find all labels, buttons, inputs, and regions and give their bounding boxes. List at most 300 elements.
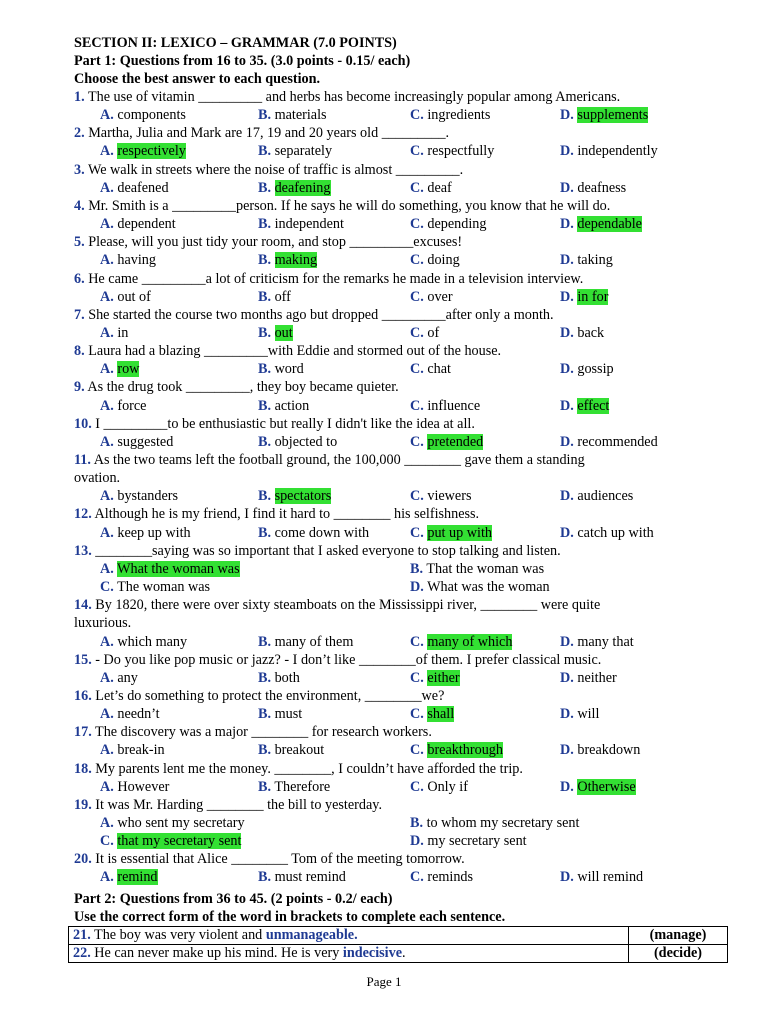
option-letter: D.: [560, 524, 574, 541]
option-d[interactable]: [560, 324, 604, 342]
option-text: audiences: [577, 488, 634, 505]
option-text-correct: Otherwise: [577, 778, 636, 795]
option-c[interactable]: [410, 179, 452, 197]
option-d[interactable]: [560, 215, 642, 233]
sentence-tail: .: [402, 945, 406, 961]
part2-title: Part 2: Questions from 36 to 45. (2 points - 0.2/ each): [74, 891, 393, 907]
option-text: force: [117, 397, 147, 414]
option-letter: A.: [100, 706, 114, 723]
option-c[interactable]: [410, 705, 454, 723]
question-number: 12.: [74, 506, 92, 523]
option-text-correct: shall: [427, 706, 455, 723]
option-text: taking: [577, 252, 613, 269]
option-c[interactable]: [410, 251, 460, 269]
option-a[interactable]: [100, 868, 158, 886]
question-text: By 1820, there were over sixty steamboats on the Mississippi river, ________ were quite: [95, 597, 601, 614]
option-text: influence: [427, 397, 481, 414]
option-text: doing: [427, 252, 460, 269]
question-stem: [74, 723, 432, 741]
question-text: It was Mr. Harding ________ the bill to yesterday.: [95, 796, 383, 813]
option-letter: C.: [410, 179, 424, 196]
option-text: chat: [427, 361, 451, 378]
option-text: any: [117, 669, 138, 686]
option-letter: D.: [560, 778, 574, 795]
question-number: 8.: [74, 343, 85, 360]
option-text: will remind: [577, 869, 644, 886]
option-b[interactable]: [258, 288, 291, 306]
question-stem: [74, 124, 449, 142]
option-text: independent: [274, 216, 344, 233]
option-d[interactable]: [560, 669, 617, 687]
question-stem: [74, 796, 382, 814]
option-d[interactable]: [560, 288, 608, 306]
option-a[interactable]: [100, 433, 173, 451]
option-letter: C.: [410, 633, 424, 650]
option-letter: B.: [258, 869, 272, 886]
option-letter: A.: [100, 397, 114, 414]
option-b[interactable]: [258, 524, 369, 542]
option-text: recommended: [577, 433, 658, 450]
option-d[interactable]: [410, 832, 527, 850]
option-letter: D.: [560, 633, 574, 650]
option-letter: B.: [258, 107, 272, 124]
option-c[interactable]: [410, 433, 483, 451]
option-c[interactable]: [410, 142, 494, 160]
option-text-correct: supplements: [577, 107, 649, 124]
option-letter: C.: [410, 433, 424, 450]
sentence-text: He can never make up his mind. He is very: [94, 945, 343, 961]
option-text-correct: row: [117, 361, 140, 378]
option-letter: C.: [410, 778, 424, 795]
option-c[interactable]: [410, 741, 503, 759]
answer-word: unmanageable.: [265, 927, 358, 943]
option-letter: D.: [560, 143, 574, 160]
option-text: come down with: [274, 524, 370, 541]
option-letter: A.: [100, 216, 114, 233]
option-text: deaf: [427, 179, 452, 196]
option-text: action: [274, 397, 310, 414]
option-b[interactable]: [258, 487, 331, 505]
option-d[interactable]: [560, 251, 613, 269]
question-text: He came _________a lot of criticism for the remarks he made in a television interview.: [88, 270, 584, 287]
question-number: 10.: [74, 415, 92, 432]
option-text: to whom my secretary sent: [426, 815, 580, 831]
option-letter: B.: [258, 143, 272, 160]
option-a[interactable]: [100, 251, 156, 269]
option-letter: C.: [410, 706, 424, 723]
option-d[interactable]: [560, 633, 634, 651]
option-letter: D.: [560, 742, 574, 759]
option-letter: D.: [560, 288, 574, 305]
question-number: 6.: [74, 270, 85, 287]
option-letter: A.: [100, 361, 114, 378]
option-text: off: [274, 288, 291, 305]
option-letter: A.: [100, 433, 114, 450]
question-number: 18.: [74, 760, 92, 777]
option-d[interactable]: [560, 397, 609, 415]
question-number: 21.: [73, 927, 91, 943]
option-letter: D.: [560, 397, 574, 414]
option-letter: A.: [100, 560, 114, 577]
option-d[interactable]: [560, 487, 633, 505]
option-a[interactable]: [100, 324, 128, 342]
option-text: materials: [274, 107, 327, 124]
option-a[interactable]: [100, 560, 240, 578]
option-letter: B.: [258, 488, 272, 505]
option-letter: A.: [100, 324, 114, 341]
option-text-correct: either: [427, 669, 460, 686]
question-text: - Do you like pop music or jazz? - I don’t like ________of them. I prefer classical music.: [95, 651, 602, 668]
option-c[interactable]: [410, 288, 453, 306]
word-form-sentence: [69, 945, 629, 963]
question-stem: [74, 542, 561, 560]
option-letter: A.: [100, 143, 114, 160]
option-text: both: [274, 669, 300, 686]
option-d[interactable]: [560, 705, 599, 723]
option-letter: B.: [258, 324, 272, 341]
option-letter: A.: [100, 524, 114, 541]
question-stem: [74, 596, 600, 614]
question-text: Let’s do something to protect the environment, ________we?: [95, 687, 445, 704]
option-b[interactable]: [258, 705, 302, 723]
option-letter: D.: [560, 488, 574, 505]
option-d[interactable]: [560, 360, 614, 378]
option-a[interactable]: [100, 360, 139, 378]
option-c[interactable]: [410, 397, 480, 415]
option-b[interactable]: [410, 814, 579, 832]
option-b[interactable]: [258, 433, 337, 451]
question-number: 1.: [74, 89, 85, 105]
option-text: reminds: [427, 869, 474, 886]
option-b[interactable]: [258, 633, 353, 651]
option-b[interactable]: [258, 142, 332, 160]
option-text: which many: [117, 633, 188, 650]
question-text: Although he is my friend, I find it hard to ________ his selfishness.: [94, 506, 480, 523]
option-d[interactable]: [560, 106, 648, 124]
option-text: out of: [117, 288, 151, 305]
page-footer: Page 1: [366, 974, 402, 989]
option-text: depending: [427, 216, 487, 233]
option-d[interactable]: [560, 741, 640, 759]
option-b[interactable]: [258, 215, 344, 233]
question-text: As the drug took _________, they boy became quieter.: [87, 379, 399, 396]
option-letter: A.: [100, 488, 114, 505]
option-text: viewers: [427, 488, 472, 505]
option-text: needn’t: [117, 706, 160, 723]
option-letter: D.: [560, 179, 574, 196]
root-word: (decide): [629, 945, 728, 963]
root-word: (manage): [629, 927, 728, 945]
option-b[interactable]: [258, 397, 309, 415]
option-b[interactable]: [258, 868, 346, 886]
question-number: 15.: [74, 651, 92, 668]
option-text: back: [577, 324, 605, 341]
question-number: 22.: [73, 945, 91, 961]
question-text: Martha, Julia and Mark are 17, 19 and 20 years old _________.: [88, 125, 450, 142]
option-letter: D.: [410, 833, 424, 850]
option-letter: C.: [410, 669, 424, 686]
option-letter: B.: [258, 397, 272, 414]
option-a[interactable]: [100, 288, 151, 306]
option-letter: D.: [560, 216, 574, 233]
option-d[interactable]: [560, 524, 654, 542]
option-letter: B.: [258, 288, 272, 305]
option-d[interactable]: [410, 578, 550, 596]
part1-title: Part 1: Questions from 16 to 35. (3.0 points - 0.15/ each): [74, 53, 411, 69]
question-text: As the two teams left the football ground, the 100,000 ________ gave them a standing: [93, 452, 585, 468]
question-text: I _________to be enthusiastic but really I didn't like the idea at all.: [95, 415, 475, 432]
option-letter: C.: [410, 397, 424, 414]
option-text: However: [117, 778, 170, 795]
option-a[interactable]: [100, 397, 146, 415]
question-stem: [74, 88, 620, 106]
option-letter: A.: [100, 778, 114, 795]
question-text: It is essential that Alice ________ Tom of the meeting tomorrow.: [95, 851, 465, 868]
option-a[interactable]: [100, 741, 165, 759]
option-text: of: [427, 324, 440, 341]
option-a[interactable]: [100, 669, 138, 687]
question-stem: [74, 378, 399, 396]
option-text-correct: What the woman was: [117, 560, 240, 577]
option-letter: B.: [258, 433, 272, 450]
option-text: Only if: [427, 778, 468, 795]
option-letter: C.: [410, 216, 424, 233]
option-text: dependent: [117, 216, 176, 233]
question-stem-continued: [74, 469, 120, 487]
question-stem: [74, 233, 462, 251]
option-text: my secretary sent: [427, 833, 527, 850]
option-letter: D.: [560, 252, 574, 269]
question-stem: [74, 850, 465, 868]
option-d[interactable]: [560, 778, 636, 796]
question-stem: [74, 687, 444, 705]
option-letter: B.: [258, 742, 272, 759]
option-d[interactable]: [560, 868, 643, 886]
option-text-correct: deafening: [274, 179, 331, 196]
option-b[interactable]: [410, 560, 544, 578]
option-text: word: [274, 361, 304, 378]
option-text-correct: making: [274, 252, 318, 269]
option-d[interactable]: [560, 179, 626, 197]
question-stem: [74, 651, 601, 669]
word-form-sentence: [69, 927, 629, 945]
option-a[interactable]: [100, 487, 178, 505]
option-text: deafened: [117, 179, 169, 196]
option-b[interactable]: [258, 179, 331, 197]
option-letter: A.: [100, 742, 114, 759]
option-c[interactable]: [410, 324, 439, 342]
question-number: 9.: [74, 379, 85, 396]
question-stem: [74, 451, 585, 469]
option-c[interactable]: [100, 832, 241, 850]
answer-word: indecisive: [342, 945, 403, 961]
option-a[interactable]: [100, 524, 191, 542]
option-letter: C.: [410, 488, 424, 505]
option-b[interactable]: [258, 106, 327, 124]
option-text-correct: that my secretary sent: [117, 833, 242, 850]
option-c[interactable]: [410, 868, 473, 886]
option-c[interactable]: [410, 360, 451, 378]
option-a[interactable]: [100, 705, 160, 723]
option-text: components: [117, 107, 186, 124]
option-letter: C.: [410, 143, 424, 160]
option-letter: C.: [410, 107, 424, 124]
question-stem: [74, 342, 501, 360]
option-text: separately: [274, 143, 333, 160]
option-a[interactable]: [100, 179, 169, 197]
question-stem: [74, 415, 475, 433]
option-letter: A.: [100, 107, 114, 124]
option-letter: C.: [410, 288, 424, 305]
part2-instruction: Use the correct form of the word in brackets to complete each sentence.: [74, 909, 506, 925]
question-text: She started the course two months ago but dropped _________after only a month.: [88, 306, 554, 323]
question-number: 2.: [74, 125, 85, 142]
option-text: catch up with: [577, 524, 654, 541]
option-a[interactable]: [100, 106, 186, 124]
option-letter: A.: [100, 179, 114, 196]
option-c[interactable]: [410, 633, 512, 651]
option-letter: B.: [410, 560, 424, 577]
option-letter: A.: [100, 869, 114, 886]
option-letter: B.: [258, 633, 272, 650]
option-text: The woman was: [117, 579, 211, 596]
option-c[interactable]: [410, 487, 471, 505]
option-text-correct: in for: [577, 288, 609, 305]
question-text: Laura had a blazing _________with Eddie and stormed out of the house.: [88, 343, 502, 360]
option-c[interactable]: [410, 215, 486, 233]
option-letter: D.: [410, 579, 424, 596]
option-c[interactable]: [410, 106, 490, 124]
option-letter: D.: [560, 107, 574, 124]
question-stem: [74, 760, 523, 778]
option-letter: B.: [258, 252, 272, 269]
question-number: 17.: [74, 724, 92, 741]
option-text: breakdown: [577, 742, 641, 759]
question-number: 4.: [74, 197, 85, 214]
option-text: must: [274, 706, 303, 723]
option-text: suggested: [117, 433, 174, 450]
question-number: 19.: [74, 796, 92, 813]
option-c[interactable]: [410, 524, 492, 542]
question-text: Please, will you just tidy your room, and stop _________excuses!: [88, 234, 463, 251]
option-b[interactable]: [258, 360, 304, 378]
option-text-correct: dependable: [577, 216, 642, 233]
option-letter: D.: [560, 433, 574, 450]
part1-instruction: Choose the best answer to each question.: [74, 71, 321, 87]
option-letter: C.: [100, 833, 114, 850]
option-text: many of them: [274, 633, 354, 650]
option-text: gossip: [577, 361, 614, 378]
option-b[interactable]: [258, 778, 330, 796]
sentence-text: The boy was very violent and: [94, 927, 266, 943]
option-a[interactable]: [100, 215, 176, 233]
question-number: 20.: [74, 851, 92, 868]
option-letter: B.: [258, 778, 272, 795]
option-text: What was the woman: [427, 579, 550, 596]
option-text: having: [117, 252, 156, 269]
option-a[interactable]: [100, 814, 245, 832]
option-text: breakout: [274, 742, 325, 759]
option-text-correct: breakthrough: [427, 742, 503, 759]
option-letter: C.: [410, 324, 424, 341]
option-c[interactable]: [410, 778, 468, 796]
question-text: The use of vitamin _________ and herbs has become increasingly popular among Americans.: [87, 89, 621, 105]
option-letter: D.: [560, 869, 574, 886]
option-text: many that: [577, 633, 634, 650]
option-a[interactable]: [100, 778, 169, 796]
option-letter: C.: [410, 524, 424, 541]
question-stem: [74, 306, 554, 324]
question-stem: [74, 197, 610, 215]
option-letter: A.: [100, 815, 114, 831]
option-letter: D.: [560, 324, 574, 341]
option-text-correct: respectively: [117, 143, 186, 160]
option-letter: B.: [258, 216, 272, 233]
section-title: SECTION II: LEXICO – GRAMMAR (7.0 POINTS): [74, 35, 397, 51]
option-letter: B.: [258, 361, 272, 378]
option-text: deafness: [577, 179, 627, 196]
option-letter: B.: [410, 815, 424, 831]
option-text: break-in: [117, 742, 165, 759]
option-c[interactable]: [100, 578, 210, 596]
option-text: That the woman was: [426, 560, 545, 577]
question-text: luxurious.: [74, 615, 132, 632]
question-stem: [74, 270, 583, 288]
option-letter: A.: [100, 669, 114, 686]
option-b[interactable]: [258, 741, 324, 759]
option-d[interactable]: [560, 433, 658, 451]
question-text: My parents lent me the money. ________, I couldn’t have afforded the trip.: [95, 760, 523, 777]
word-form-table: [68, 926, 728, 963]
question-stem-continued: [74, 614, 131, 632]
option-letter: B.: [258, 669, 272, 686]
question-text: Mr. Smith is a _________person. If he says he will do something, you know that he will do.: [88, 197, 611, 214]
question-text: ovation.: [74, 470, 121, 487]
option-text: will: [577, 706, 600, 723]
table-row: [69, 945, 728, 963]
option-text-correct: remind: [117, 869, 158, 886]
option-text: independently: [577, 143, 658, 160]
option-text: ingredients: [427, 107, 491, 124]
option-letter: D.: [560, 706, 574, 723]
option-letter: C.: [410, 869, 424, 886]
option-c[interactable]: [410, 669, 460, 687]
option-text: over: [427, 288, 453, 305]
option-letter: C.: [100, 579, 114, 596]
option-letter: A.: [100, 633, 114, 650]
question-number: 14.: [74, 597, 92, 614]
option-letter: B.: [258, 179, 272, 196]
option-b[interactable]: [258, 251, 317, 269]
option-b[interactable]: [258, 669, 300, 687]
option-text: objected to: [274, 433, 338, 450]
question-number: 3.: [74, 161, 85, 178]
option-b[interactable]: [258, 324, 293, 342]
option-text-correct: many of which: [427, 633, 513, 650]
question-number: 5.: [74, 234, 85, 251]
option-text: Therefore: [274, 778, 331, 795]
option-text-correct: spectators: [274, 488, 332, 505]
question-text: The discovery was a major ________ for research workers.: [95, 724, 432, 741]
option-text: bystanders: [117, 488, 179, 505]
option-text: respectfully: [427, 143, 495, 160]
option-letter: C.: [410, 742, 424, 759]
option-letter: B.: [258, 524, 272, 541]
table-row: [69, 927, 728, 945]
option-a[interactable]: [100, 633, 187, 651]
option-d[interactable]: [560, 142, 658, 160]
option-a[interactable]: [100, 142, 186, 160]
